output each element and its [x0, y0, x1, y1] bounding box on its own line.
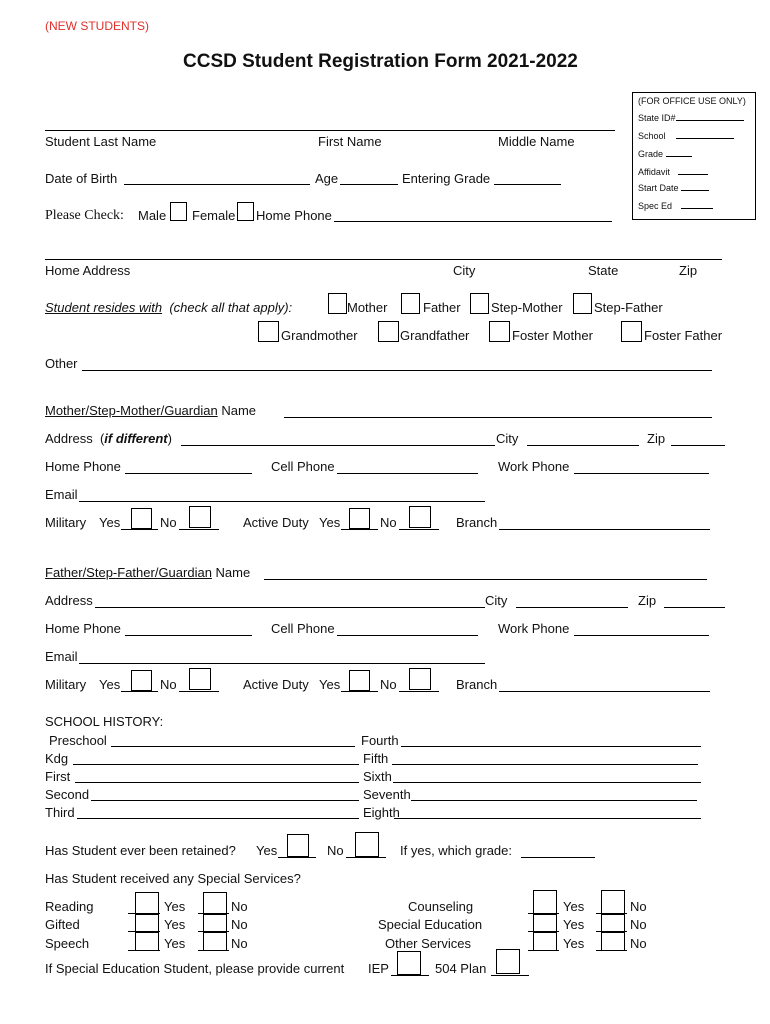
grade-label: Grade [638, 149, 664, 159]
504-plan-checkbox[interactable] [496, 949, 520, 974]
age-field[interactable] [340, 184, 398, 185]
counseling-no-label: No [630, 899, 647, 914]
father-cell-phone-label: Cell Phone [271, 621, 335, 636]
father-military-yes-checkbox[interactable] [131, 670, 152, 691]
mother-email-field[interactable] [79, 501, 485, 502]
retained-question: Has Student ever been retained? [45, 843, 236, 858]
counseling-yes-checkbox[interactable] [533, 890, 557, 915]
blank-line [198, 950, 229, 951]
history-field-sixth[interactable] [393, 782, 701, 783]
home-address-label: Home Address [45, 263, 131, 278]
mother-address-label: Address (if different) [45, 431, 172, 446]
step-father-checkbox[interactable] [573, 293, 592, 314]
retained-yes-label: Yes [256, 843, 278, 858]
counseling-yes-label: Yes [563, 899, 585, 914]
father-checkbox[interactable] [401, 293, 420, 314]
mother-zip-label: Zip [647, 431, 666, 446]
father-name-field[interactable] [264, 579, 707, 580]
history-label-sixth: Sixth [363, 769, 392, 784]
services-question: Has Student received any Special Services? [45, 871, 301, 886]
mother-military-yes-label: Yes [99, 515, 121, 530]
new-students-label: (NEW STUDENTS) [45, 19, 149, 33]
father-label: Father [423, 300, 461, 315]
father-active-yes-checkbox[interactable] [349, 670, 370, 691]
male-checkbox[interactable] [170, 202, 187, 221]
resides-with-label: Student resides with (check all that apply): [45, 300, 293, 315]
middle-name-label: Middle Name [498, 134, 575, 149]
female-checkbox[interactable] [237, 202, 254, 221]
school-label: School [638, 131, 666, 141]
mother-city-field[interactable] [527, 445, 639, 446]
mother-military-no-checkbox[interactable] [189, 506, 211, 528]
mother-branch-label: Branch [456, 515, 498, 530]
history-field-kdg[interactable] [73, 764, 359, 765]
which-grade-field[interactable] [521, 857, 595, 858]
mother-work-phone-label: Work Phone [498, 459, 570, 474]
entering-grade-field[interactable] [494, 184, 561, 185]
father-active-no-checkbox[interactable] [409, 668, 431, 690]
mother-label: Mother [347, 300, 388, 315]
blank-line [399, 529, 439, 530]
father-military-yes-label: Yes [99, 677, 121, 692]
last-name-label: Student Last Name [45, 134, 157, 149]
dob-label: Date of Birth [45, 171, 118, 186]
blank-line [179, 529, 219, 530]
father-active-yes-label: Yes [319, 677, 341, 692]
history-label-kdg: Kdg [45, 751, 69, 766]
history-field-first[interactable] [75, 782, 359, 783]
history-label-eighth: Eighth [363, 805, 400, 820]
history-label-second: Second [45, 787, 90, 802]
school-field[interactable] [676, 138, 734, 139]
mother-checkbox[interactable] [328, 293, 347, 314]
father-email-label: Email [45, 649, 78, 664]
mother-name-field[interactable] [284, 417, 712, 418]
foster-mother-label: Foster Mother [512, 328, 593, 343]
step-mother-label: Step-Mother [491, 300, 563, 315]
mother-heading: Mother/Step-Mother/Guardian Name [45, 403, 257, 418]
mother-email-label: Email [45, 487, 78, 502]
spec-ed-field[interactable] [681, 208, 713, 209]
home-address-field[interactable] [45, 259, 722, 260]
blank-line [596, 913, 627, 914]
reading-no-checkbox[interactable] [203, 892, 227, 915]
foster-mother-checkbox[interactable] [489, 321, 510, 342]
first-name-label: First Name [318, 134, 382, 149]
father-home-phone-label: Home Phone [45, 621, 121, 636]
history-label-fifth: Fifth [363, 751, 389, 766]
blank-line [121, 691, 158, 692]
blank-line [341, 529, 378, 530]
state-id-label: State ID# [638, 113, 676, 123]
service-label-counseling: Counseling [408, 899, 474, 914]
iep-checkbox[interactable] [397, 951, 421, 975]
history-field-seventh[interactable] [411, 800, 697, 801]
blank-line [491, 975, 529, 976]
city-label: City [453, 263, 476, 278]
mother-cell-phone-label: Cell Phone [271, 459, 335, 474]
counseling-no-checkbox[interactable] [601, 890, 625, 915]
blank-line [399, 691, 439, 692]
history-field-eighth[interactable] [394, 818, 701, 819]
step-mother-checkbox[interactable] [470, 293, 489, 314]
mother-home-phone-label: Home Phone [45, 459, 121, 474]
history-field-second[interactable] [91, 800, 359, 801]
mother-active-yes-label: Yes [319, 515, 341, 530]
mother-address-field[interactable] [181, 445, 495, 446]
mother-active-no-label: No [380, 515, 397, 530]
state-id-field[interactable] [676, 120, 744, 121]
gifted-yes-label: Yes [164, 917, 186, 932]
service-label-gifted: Gifted [45, 917, 80, 932]
history-field-fifth[interactable] [392, 764, 698, 765]
student-name-field[interactable] [45, 130, 615, 131]
mother-active-duty-label: Active Duty [243, 515, 309, 530]
blank-line [128, 950, 160, 951]
history-label-first: First [45, 769, 71, 784]
female-label: Female [192, 208, 236, 223]
history-field-third[interactable] [77, 818, 359, 819]
history-field-preschool[interactable] [111, 746, 355, 747]
history-field-fourth[interactable] [401, 746, 701, 747]
mother-city-label: City [496, 431, 519, 446]
other-services-no-checkbox[interactable] [601, 932, 625, 951]
retained-no-label: No [327, 843, 344, 858]
special-education-yes-label: Yes [563, 917, 585, 932]
father-active-duty-label: Active Duty [243, 677, 309, 692]
mother-active-no-checkbox[interactable] [409, 506, 431, 528]
service-label-reading: Reading [45, 899, 94, 914]
retained-no-checkbox[interactable] [355, 832, 379, 857]
father-work-phone-field[interactable] [574, 635, 709, 636]
father-zip-label: Zip [638, 593, 657, 608]
other-services-yes-checkbox[interactable] [533, 932, 557, 951]
father-cell-phone-field[interactable] [337, 635, 478, 636]
father-email-field[interactable] [79, 663, 485, 664]
spec-ed-label: Spec Ed [638, 201, 673, 211]
blank-line [596, 931, 627, 932]
grandmother-checkbox[interactable] [258, 321, 279, 342]
father-heading: Father/Step-Father/Guardian Name [45, 565, 251, 580]
other-label: Other [45, 356, 78, 371]
step-father-label: Step-Father [594, 300, 663, 315]
blank-line [391, 975, 429, 976]
start-date-label: Start Date [638, 183, 679, 193]
other-services-yes-label: Yes [563, 936, 585, 951]
history-label-seventh: Seventh [363, 787, 411, 802]
father-active-no-label: No [380, 677, 397, 692]
other-field[interactable] [82, 370, 712, 371]
home-phone-field[interactable] [334, 221, 612, 222]
state-label: State [588, 263, 619, 278]
father-zip-field[interactable] [664, 607, 725, 608]
father-work-phone-label: Work Phone [498, 621, 570, 636]
mother-military-yes-checkbox[interactable] [131, 508, 152, 529]
form-title: CCSD Student Registration Form 2021-2022 [183, 51, 578, 72]
history-label-fourth: Fourth [361, 733, 399, 748]
zip-label: Zip [679, 263, 698, 278]
school-history-heading: SCHOOL HISTORY: [45, 714, 164, 729]
father-city-label: City [485, 593, 508, 608]
father-address-field[interactable] [95, 607, 485, 608]
reading-yes-checkbox[interactable] [135, 892, 159, 915]
entering-grade-label: Entering Grade [402, 171, 491, 186]
speech-yes-label: Yes [164, 936, 186, 951]
grandmother-label: Grandmother [281, 328, 358, 343]
mother-cell-phone-field[interactable] [337, 473, 478, 474]
father-home-phone-field[interactable] [125, 635, 252, 636]
foster-father-label: Foster Father [644, 328, 723, 343]
mother-home-phone-field[interactable] [125, 473, 252, 474]
blank-line [528, 913, 559, 914]
other-services-no-label: No [630, 936, 647, 951]
history-label-preschool: Preschool [49, 733, 107, 748]
blank-line [341, 691, 378, 692]
father-address-label: Address [45, 593, 93, 608]
speech-no-checkbox[interactable] [203, 932, 227, 951]
mother-work-phone-field[interactable] [574, 473, 709, 474]
father-branch-label: Branch [456, 677, 498, 692]
blank-line [128, 913, 160, 914]
father-city-field[interactable] [516, 607, 628, 608]
age-label: Age [315, 171, 339, 186]
service-label-special-education: Special Education [378, 917, 483, 932]
mother-active-yes-checkbox[interactable] [349, 508, 370, 529]
service-label-speech: Speech [45, 936, 90, 951]
which-grade-label: If yes, which grade: [400, 843, 512, 858]
grandfather-label: Grandfather [400, 328, 470, 343]
service-label-other-services: Other Services [385, 936, 471, 951]
retained-yes-checkbox[interactable] [287, 834, 309, 857]
speech-no-label: No [231, 936, 248, 951]
home-phone-label: Home Phone [256, 208, 332, 223]
male-label: Male [138, 208, 167, 223]
blank-line [346, 857, 386, 858]
mother-military-no-label: No [160, 515, 177, 530]
grandfather-checkbox[interactable] [378, 321, 399, 342]
iep-label: IEP [368, 961, 389, 976]
blank-line [128, 931, 160, 932]
blank-line [179, 691, 219, 692]
blank-line [528, 931, 559, 932]
blank-line [596, 950, 627, 951]
mother-military-label: Military [45, 515, 87, 530]
office-use-box [632, 92, 756, 220]
gifted-no-label: No [231, 917, 248, 932]
mother-zip-field[interactable] [671, 445, 725, 446]
history-label-third: Third [45, 805, 75, 820]
father-branch-field[interactable] [499, 691, 710, 692]
foster-father-checkbox[interactable] [621, 321, 642, 342]
mother-branch-field[interactable] [499, 529, 710, 530]
father-military-no-checkbox[interactable] [189, 668, 211, 690]
father-military-label: Military [45, 677, 87, 692]
special-education-no-label: No [630, 917, 647, 932]
504-plan-label: 504 Plan [435, 961, 487, 976]
office-heading: (FOR OFFICE USE ONLY) [638, 96, 746, 106]
blank-line [121, 529, 158, 530]
blank-line [278, 857, 316, 858]
blank-line [198, 931, 229, 932]
father-military-no-label: No [160, 677, 177, 692]
start-date-field[interactable] [681, 190, 709, 191]
speech-yes-checkbox[interactable] [135, 932, 159, 951]
reading-no-label: No [231, 899, 248, 914]
blank-line [198, 913, 229, 914]
grade-field[interactable] [666, 156, 692, 157]
affidavit-label: Affidavit [638, 167, 670, 177]
dob-field[interactable] [124, 184, 310, 185]
reading-yes-label: Yes [164, 899, 186, 914]
please-check-label: Please Check: [45, 208, 124, 223]
blank-line [528, 950, 559, 951]
sped-text: If Special Education Student, please provide current [45, 961, 345, 976]
affidavit-field[interactable] [678, 174, 708, 175]
